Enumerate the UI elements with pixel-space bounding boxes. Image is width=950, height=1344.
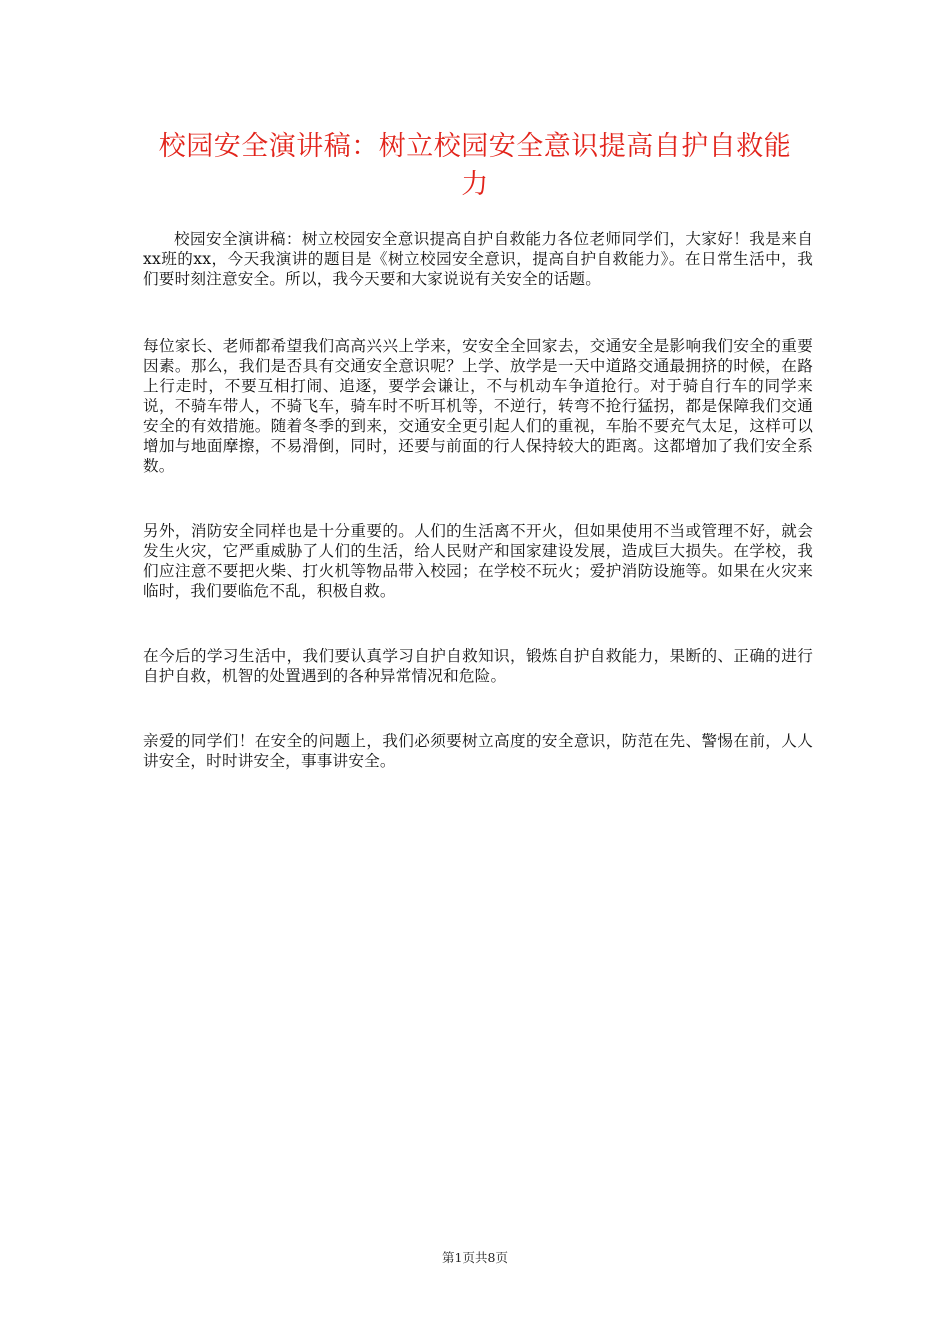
- paragraph-intro: 校园安全演讲稿：树立校园安全意识提高自护自救能力各位老师同学们，大家好！我是来自xx班的xx，今天我演讲的题目是《树立校园安全意识，提高自护自救能力》。在日常生活中，我们要时刻注意安全。所以，我今天要和大家说说有关安全的话题。: [143, 230, 813, 288]
- paragraph-self-rescue: 在今后的学习生活中，我们要认真学习自护自救知识，锻炼自护自救能力，果断的、正确的进行自护自救，机智的处置遇到的各种异常情况和危险。: [143, 647, 813, 685]
- page-number-footer: 第1页共8页: [442, 1250, 508, 1265]
- document-title: 校园安全演讲稿：树立校园安全意识提高自护自救能力: [158, 131, 792, 200]
- paragraph-closing: 亲爱的同学们！在安全的问题上，我们必须要树立高度的安全意识，防范在先、警惕在前，人人讲安全，时时讲安全，事事讲安全。: [143, 732, 813, 770]
- paragraph-fire-safety: 另外，消防安全同样也是十分重要的。人们的生活离不开火，但如果使用不当或管理不好，就会发生火灾，它严重威胁了人们的生活，给人民财产和国家建设发展，造成巨大损失。在学校，我们应注意不要把火柴、打火机等物品带入校园；在学校不玩火；爱护消防设施等。如果在火灾来临时，我们要临危不乱，积极自救。: [143, 522, 813, 600]
- paragraph-traffic-safety: 每位家长、老师都希望我们高高兴兴上学来，安安全全回家去，交通安全是影响我们安全的重要因素。那么，我们是否具有交通安全意识呢？上学、放学是一天中道路交通最拥挤的时候，在路上行走时，不要互相打闹、追逐，要学会谦让，不与机动车争道抢行。对于骑自行车的同学来说，不骑车带人，不骑飞车，骑车时不听耳机等，不逆行，转弯不抢行猛拐，都是保障我们交通安全的有效措施。随着冬季的到来，交通安全更引起人们的重视，车胎不要充气太足，这样可以增加与地面摩擦，不易滑倒，同时，还要与前面的行人保持较大的距离。这都增加了我们安全系数。: [143, 337, 813, 475]
- document-body: [143, 229, 813, 771]
